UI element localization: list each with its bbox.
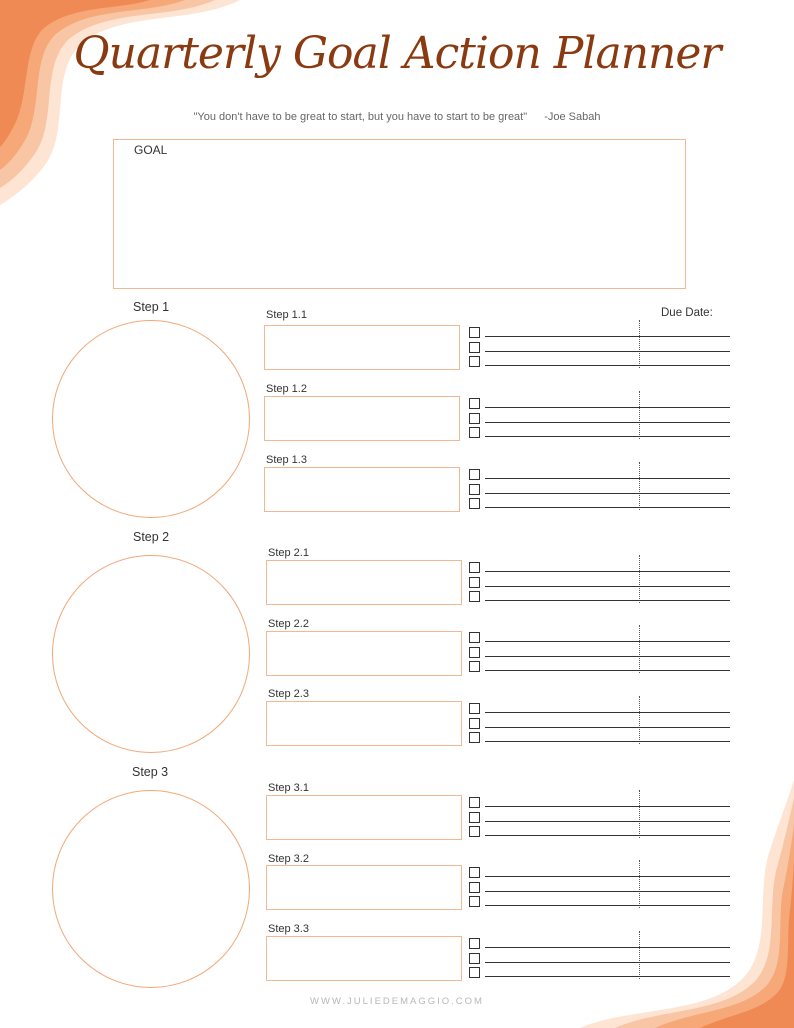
task-line[interactable] — [485, 493, 730, 494]
task-line[interactable] — [485, 741, 730, 742]
task-line[interactable] — [485, 571, 730, 572]
substep-1-1-label: Step 1.1 — [266, 309, 307, 321]
footer-website: WWW.JULIEDEMAGGIO.COM — [310, 996, 484, 1007]
task-line[interactable] — [485, 821, 730, 822]
task-checkbox[interactable] — [469, 661, 480, 672]
due-date-divider — [639, 320, 640, 368]
motivational-quote — [0, 111, 794, 123]
due-date-divider — [639, 931, 640, 979]
task-checkbox[interactable] — [469, 812, 480, 823]
substep-2-2-label: Step 2.2 — [268, 618, 309, 630]
task-line[interactable] — [485, 336, 730, 337]
due-date-divider — [639, 391, 640, 439]
task-line[interactable] — [485, 727, 730, 728]
task-line[interactable] — [485, 422, 730, 423]
task-checkbox[interactable] — [469, 647, 480, 658]
step-2-label: Step 2 — [133, 530, 170, 544]
task-line[interactable] — [485, 365, 730, 366]
task-checkbox[interactable] — [469, 882, 480, 893]
task-line[interactable] — [485, 962, 730, 963]
due-date-divider — [639, 790, 640, 838]
task-checkbox[interactable] — [469, 484, 480, 495]
quote-author: -Joe Sabah — [544, 111, 601, 123]
task-line[interactable] — [485, 670, 730, 671]
task-line[interactable] — [485, 436, 730, 437]
task-line[interactable] — [485, 507, 730, 508]
task-line[interactable] — [485, 641, 730, 642]
substep-1-1-box[interactable] — [264, 325, 460, 370]
task-checkbox[interactable] — [469, 797, 480, 808]
task-checkbox[interactable] — [469, 718, 480, 729]
task-checkbox[interactable] — [469, 896, 480, 907]
substep-3-2-box[interactable] — [266, 865, 462, 910]
goal-label: GOAL — [134, 143, 168, 157]
corner-wave-decoration-bottom-right — [560, 780, 794, 1028]
task-line[interactable] — [485, 351, 730, 352]
substep-3-3-label: Step 3.3 — [268, 923, 309, 935]
step-1-circle[interactable] — [52, 320, 250, 518]
task-line[interactable] — [485, 712, 730, 713]
task-checkbox[interactable] — [469, 732, 480, 743]
task-checkbox[interactable] — [469, 967, 480, 978]
task-checkbox[interactable] — [469, 356, 480, 367]
task-checkbox[interactable] — [469, 342, 480, 353]
task-line[interactable] — [485, 806, 730, 807]
due-date-divider — [639, 625, 640, 673]
task-line[interactable] — [485, 947, 730, 948]
task-line[interactable] — [485, 891, 730, 892]
task-checkbox[interactable] — [469, 591, 480, 602]
task-checkbox[interactable] — [469, 826, 480, 837]
substep-1-3-label: Step 1.3 — [266, 454, 307, 466]
task-checkbox[interactable] — [469, 867, 480, 878]
due-date-divider — [639, 696, 640, 744]
substep-2-1-box[interactable] — [266, 560, 462, 605]
task-checkbox[interactable] — [469, 327, 480, 338]
task-checkbox[interactable] — [469, 577, 480, 588]
substep-3-2-label: Step 3.2 — [268, 853, 309, 865]
task-checkbox[interactable] — [469, 498, 480, 509]
substep-1-2-box[interactable] — [264, 396, 460, 441]
task-line[interactable] — [485, 478, 730, 479]
task-checkbox[interactable] — [469, 413, 480, 424]
task-checkbox[interactable] — [469, 938, 480, 949]
step-1-label: Step 1 — [133, 300, 170, 314]
task-checkbox[interactable] — [469, 953, 480, 964]
quote-text: "You don't have to be great to start, but you have to start to be great" — [193, 111, 528, 123]
substep-1-2-label: Step 1.2 — [266, 383, 307, 395]
task-line[interactable] — [485, 586, 730, 587]
substep-2-1-label: Step 2.1 — [268, 547, 309, 559]
step-3-label: Step 3 — [132, 765, 169, 779]
step-3-circle[interactable] — [52, 790, 250, 988]
task-line[interactable] — [485, 876, 730, 877]
task-line[interactable] — [485, 407, 730, 408]
substep-3-3-box[interactable] — [266, 936, 462, 981]
task-line[interactable] — [485, 835, 730, 836]
step-2-circle[interactable] — [52, 555, 250, 753]
substep-2-3-box[interactable] — [266, 701, 462, 746]
task-line[interactable] — [485, 600, 730, 601]
task-line[interactable] — [485, 976, 730, 977]
substep-2-2-box[interactable] — [266, 631, 462, 676]
substep-1-3-box[interactable] — [264, 467, 460, 512]
task-line[interactable] — [485, 905, 730, 906]
substep-3-1-label: Step 3.1 — [268, 782, 309, 794]
task-checkbox[interactable] — [469, 703, 480, 714]
due-date-label: Due Date: — [661, 307, 713, 319]
page-title: Quarterly Goal Action Planner — [73, 28, 721, 79]
task-checkbox[interactable] — [469, 562, 480, 573]
task-checkbox[interactable] — [469, 469, 480, 480]
task-checkbox[interactable] — [469, 427, 480, 438]
substep-3-1-box[interactable] — [266, 795, 462, 840]
goal-input-box[interactable] — [113, 139, 686, 289]
due-date-divider — [639, 462, 640, 510]
substep-2-3-label: Step 2.3 — [268, 688, 309, 700]
task-checkbox[interactable] — [469, 398, 480, 409]
due-date-divider — [639, 555, 640, 603]
due-date-divider — [639, 860, 640, 908]
task-checkbox[interactable] — [469, 632, 480, 643]
task-line[interactable] — [485, 656, 730, 657]
